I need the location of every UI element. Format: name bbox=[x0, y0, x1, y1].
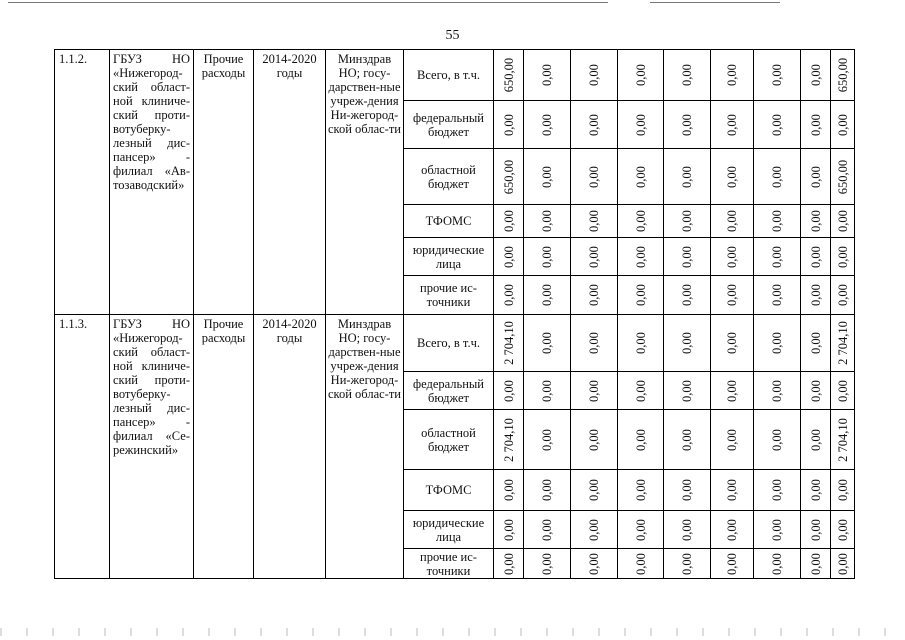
amount-value: 0,00 bbox=[725, 332, 739, 354]
amount-cell bbox=[831, 238, 855, 276]
amount-value: 0,00 bbox=[587, 284, 601, 306]
amount-value: 0,00 bbox=[587, 552, 601, 575]
amount-cell bbox=[618, 549, 664, 579]
amount-cell bbox=[618, 101, 664, 149]
amount-value: 0,00 bbox=[587, 113, 601, 136]
amount-value: 0,00 bbox=[587, 428, 601, 451]
amount-value: 0,00 bbox=[633, 245, 648, 268]
amount-value: 0,00 bbox=[835, 379, 850, 402]
amount-cell bbox=[618, 372, 664, 410]
amount-value: 0,00 bbox=[540, 284, 554, 306]
amount-value: 0,00 bbox=[808, 210, 823, 232]
funding-source: областной бюджет bbox=[404, 410, 494, 470]
amount-value: 0,00 bbox=[501, 379, 516, 402]
scan-top-line bbox=[650, 2, 780, 3]
amount-cell bbox=[664, 511, 711, 549]
amount-cell bbox=[664, 101, 711, 149]
amount-cell bbox=[831, 470, 855, 511]
amount-value: 0,00 bbox=[633, 165, 648, 188]
amount-value: 650,00 bbox=[501, 159, 516, 194]
amount-cell bbox=[664, 549, 711, 579]
table-row bbox=[55, 315, 855, 372]
amount-value: 0,00 bbox=[835, 113, 850, 136]
amount-cell bbox=[754, 315, 801, 372]
amount-value: 0,00 bbox=[540, 165, 554, 188]
funding-source: юридические лица bbox=[404, 511, 494, 549]
amount-cell bbox=[524, 50, 571, 101]
amount-cell bbox=[524, 470, 571, 511]
amount-cell bbox=[664, 276, 711, 315]
amount-value: 0,00 bbox=[680, 210, 694, 232]
amount-value: 0,00 bbox=[680, 428, 694, 451]
item-number: 1.1.2. bbox=[55, 50, 110, 315]
implementation-period: 2014-2020 годы bbox=[254, 315, 326, 579]
amount-value: 0,00 bbox=[587, 332, 601, 354]
amount-value: 0,00 bbox=[501, 284, 516, 306]
amount-value: 0,00 bbox=[540, 210, 554, 232]
amount-cell bbox=[801, 549, 831, 579]
organization-name: ГБУЗ НО «Нижегород-ский област-ной клиниче-ский проти-вотуберку-лезный дис-пансер» - филиал «Се-режинский» bbox=[110, 315, 194, 579]
amount-cell bbox=[754, 549, 801, 579]
page-number: 55 bbox=[445, 28, 460, 43]
amount-value: 2 704,10 bbox=[501, 321, 516, 365]
amount-cell bbox=[754, 50, 801, 101]
amount-value: 0,00 bbox=[633, 379, 648, 402]
amount-cell bbox=[618, 50, 664, 101]
amount-value: 0,00 bbox=[633, 428, 648, 451]
amount-cell bbox=[754, 410, 801, 470]
amount-cell bbox=[524, 372, 571, 410]
amount-value: 0,00 bbox=[680, 284, 694, 306]
amount-cell bbox=[754, 238, 801, 276]
amount-cell bbox=[494, 410, 524, 470]
funding-source: ТФОМС bbox=[404, 470, 494, 511]
scan-bottom-edge bbox=[0, 628, 905, 636]
item-number: 1.1.3. bbox=[55, 315, 110, 579]
amount-cell bbox=[524, 149, 571, 205]
funding-source: прочие ис-точники bbox=[404, 276, 494, 315]
amount-value: 0,00 bbox=[540, 428, 554, 451]
amount-cell bbox=[524, 101, 571, 149]
amount-cell bbox=[754, 205, 801, 238]
amount-cell bbox=[831, 315, 855, 372]
funding-source: ТФОМС bbox=[404, 205, 494, 238]
amount-value: 0,00 bbox=[725, 64, 739, 86]
amount-value: 0,00 bbox=[633, 552, 648, 575]
amount-value: 0,00 bbox=[633, 64, 648, 86]
amount-value: 0,00 bbox=[725, 113, 739, 136]
amount-cell bbox=[711, 205, 754, 238]
amount-value: 0,00 bbox=[633, 518, 648, 541]
amount-cell bbox=[801, 101, 831, 149]
expense-category: Прочие расходы bbox=[194, 50, 254, 315]
amount-value: 0,00 bbox=[835, 245, 850, 268]
amount-cell bbox=[618, 276, 664, 315]
amount-value: 0,00 bbox=[633, 332, 648, 354]
amount-cell bbox=[831, 50, 855, 101]
amount-value: 0,00 bbox=[808, 284, 823, 306]
funding-source: Всего, в т.ч. bbox=[404, 50, 494, 101]
amount-value: 650,00 bbox=[501, 57, 516, 93]
amount-cell bbox=[801, 410, 831, 470]
amount-cell bbox=[524, 205, 571, 238]
amount-cell bbox=[711, 470, 754, 511]
amount-value: 0,00 bbox=[501, 113, 516, 136]
amount-cell bbox=[571, 410, 618, 470]
amount-value: 0,00 bbox=[633, 284, 648, 306]
amount-value: 0,00 bbox=[540, 245, 554, 268]
funding-source: Всего, в т.ч. bbox=[404, 315, 494, 372]
funding-source: федеральный бюджет bbox=[404, 372, 494, 410]
amount-cell bbox=[618, 238, 664, 276]
amount-value: 0,00 bbox=[680, 165, 694, 188]
funding-source: федеральный бюджет bbox=[404, 101, 494, 149]
amount-cell bbox=[711, 410, 754, 470]
amount-value: 0,00 bbox=[770, 64, 784, 86]
amount-cell bbox=[524, 410, 571, 470]
amount-value: 0,00 bbox=[501, 552, 516, 575]
amount-value: 0,00 bbox=[835, 284, 850, 306]
amount-value: 650,00 bbox=[835, 57, 850, 93]
amount-cell bbox=[711, 549, 754, 579]
amount-cell bbox=[571, 511, 618, 549]
amount-cell bbox=[664, 50, 711, 101]
amount-value: 0,00 bbox=[540, 552, 554, 575]
amount-value: 0,00 bbox=[587, 379, 601, 402]
amount-value: 0,00 bbox=[725, 210, 739, 232]
amount-value: 0,00 bbox=[808, 332, 823, 354]
amount-cell bbox=[711, 276, 754, 315]
financing-table bbox=[54, 49, 855, 579]
amount-value: 0,00 bbox=[540, 518, 554, 541]
amount-cell bbox=[831, 511, 855, 549]
amount-cell bbox=[618, 511, 664, 549]
amount-cell bbox=[494, 511, 524, 549]
amount-cell bbox=[571, 549, 618, 579]
amount-cell bbox=[664, 205, 711, 238]
amount-cell bbox=[494, 470, 524, 511]
amount-cell bbox=[524, 315, 571, 372]
amount-value: 0,00 bbox=[540, 332, 554, 354]
amount-value: 0,00 bbox=[770, 113, 784, 136]
amount-value: 2 704,10 bbox=[835, 417, 850, 462]
amount-cell bbox=[664, 149, 711, 205]
amount-value: 0,00 bbox=[540, 113, 554, 136]
amount-value: 0,00 bbox=[680, 113, 694, 136]
amount-cell bbox=[664, 410, 711, 470]
amount-value: 0,00 bbox=[770, 518, 784, 541]
amount-cell bbox=[571, 276, 618, 315]
amount-cell bbox=[831, 149, 855, 205]
scan-top-line bbox=[8, 2, 608, 3]
amount-value: 0,00 bbox=[770, 284, 784, 306]
amount-cell bbox=[754, 276, 801, 315]
amount-cell bbox=[831, 372, 855, 410]
amount-cell bbox=[618, 470, 664, 511]
amount-cell bbox=[711, 50, 754, 101]
amount-cell bbox=[831, 101, 855, 149]
amount-cell bbox=[571, 149, 618, 205]
amount-value: 0,00 bbox=[680, 332, 694, 354]
amount-cell bbox=[801, 205, 831, 238]
amount-cell bbox=[711, 238, 754, 276]
amount-value: 0,00 bbox=[808, 379, 823, 402]
amount-value: 0,00 bbox=[835, 518, 850, 541]
amount-value: 650,00 bbox=[835, 159, 850, 194]
funding-source: прочие ис-точники bbox=[404, 549, 494, 579]
amount-value: 0,00 bbox=[770, 210, 784, 232]
amount-cell bbox=[754, 511, 801, 549]
amount-value: 0,00 bbox=[680, 518, 694, 541]
amount-cell bbox=[664, 470, 711, 511]
amount-cell bbox=[754, 470, 801, 511]
amount-value: 0,00 bbox=[808, 245, 823, 268]
amount-value: 0,00 bbox=[770, 428, 784, 451]
amount-value: 0,00 bbox=[725, 518, 739, 541]
amount-value: 0,00 bbox=[587, 479, 601, 501]
amount-cell bbox=[801, 50, 831, 101]
amount-cell bbox=[754, 149, 801, 205]
amount-cell bbox=[571, 205, 618, 238]
amount-value: 0,00 bbox=[540, 479, 554, 501]
amount-value: 0,00 bbox=[770, 332, 784, 354]
amount-value: 0,00 bbox=[808, 479, 823, 501]
amount-cell bbox=[801, 238, 831, 276]
amount-value: 0,00 bbox=[587, 210, 601, 232]
amount-value: 0,00 bbox=[770, 479, 784, 501]
amount-value: 0,00 bbox=[725, 379, 739, 402]
amount-value: 0,00 bbox=[680, 552, 694, 575]
amount-cell bbox=[571, 50, 618, 101]
amount-value: 0,00 bbox=[808, 64, 823, 86]
amount-value: 0,00 bbox=[587, 518, 601, 541]
amount-value: 0,00 bbox=[587, 245, 601, 268]
amount-cell bbox=[801, 276, 831, 315]
amount-cell bbox=[571, 238, 618, 276]
amount-cell bbox=[524, 511, 571, 549]
amount-value: 0,00 bbox=[770, 165, 784, 188]
amount-value: 0,00 bbox=[808, 552, 823, 575]
amount-cell bbox=[494, 315, 524, 372]
amount-cell bbox=[664, 372, 711, 410]
amount-value: 2 704,10 bbox=[835, 321, 850, 365]
amount-cell bbox=[618, 315, 664, 372]
amount-cell bbox=[618, 205, 664, 238]
amount-cell bbox=[571, 372, 618, 410]
amount-value: 0,00 bbox=[770, 379, 784, 402]
amount-cell bbox=[664, 238, 711, 276]
amount-value: 0,00 bbox=[680, 479, 694, 501]
amount-value: 0,00 bbox=[808, 518, 823, 541]
amount-value: 0,00 bbox=[770, 245, 784, 268]
amount-value: 0,00 bbox=[501, 245, 516, 268]
amount-cell bbox=[831, 205, 855, 238]
amount-value: 0,00 bbox=[633, 210, 648, 232]
executor: Минздрав НО; госу-дарствен-ные учреж-дения Ни-жегород-ской облас-ти bbox=[326, 315, 404, 579]
amount-cell bbox=[711, 511, 754, 549]
amount-value: 0,00 bbox=[725, 479, 739, 501]
amount-value: 0,00 bbox=[587, 64, 601, 86]
implementation-period: 2014-2020 годы bbox=[254, 50, 326, 315]
organization-name: ГБУЗ НО «Нижегород-ский област-ной клиниче-ский проти-вотуберку-лезный дис-пансер» - филиал «Ав-тозаводский» bbox=[110, 50, 194, 315]
amount-value: 0,00 bbox=[725, 165, 739, 188]
amount-value: 0,00 bbox=[633, 479, 648, 501]
amount-value: 2 704,10 bbox=[501, 417, 516, 462]
table-row bbox=[55, 50, 855, 101]
funding-source: областной бюджет bbox=[404, 149, 494, 205]
amount-cell bbox=[754, 101, 801, 149]
amount-cell bbox=[494, 101, 524, 149]
funding-source: юридические лица bbox=[404, 238, 494, 276]
amount-value: 0,00 bbox=[770, 552, 784, 575]
amount-value: 0,00 bbox=[808, 428, 823, 451]
amount-value: 0,00 bbox=[808, 165, 823, 188]
amount-value: 0,00 bbox=[680, 245, 694, 268]
amount-value: 0,00 bbox=[501, 479, 516, 501]
amount-cell bbox=[711, 315, 754, 372]
amount-cell bbox=[801, 470, 831, 511]
amount-value: 0,00 bbox=[540, 64, 554, 86]
amount-cell bbox=[754, 372, 801, 410]
amount-cell bbox=[664, 315, 711, 372]
amount-value: 0,00 bbox=[501, 518, 516, 541]
amount-cell bbox=[801, 372, 831, 410]
amount-cell bbox=[571, 315, 618, 372]
amount-cell bbox=[801, 315, 831, 372]
amount-value: 0,00 bbox=[835, 479, 850, 501]
amount-cell bbox=[494, 149, 524, 205]
amount-value: 0,00 bbox=[725, 284, 739, 306]
amount-value: 0,00 bbox=[725, 552, 739, 575]
amount-value: 0,00 bbox=[835, 210, 850, 232]
amount-cell bbox=[494, 238, 524, 276]
amount-cell bbox=[831, 549, 855, 579]
amount-cell bbox=[494, 372, 524, 410]
amount-cell bbox=[571, 470, 618, 511]
amount-cell bbox=[801, 149, 831, 205]
amount-cell bbox=[494, 50, 524, 101]
amount-cell bbox=[524, 549, 571, 579]
amount-value: 0,00 bbox=[680, 64, 694, 86]
amount-value: 0,00 bbox=[725, 428, 739, 451]
amount-value: 0,00 bbox=[587, 165, 601, 188]
amount-cell bbox=[831, 276, 855, 315]
executor: Минздрав НО; госу-дарствен-ные учреж-дения Ни-жегород-ской облас-ти bbox=[326, 50, 404, 315]
amount-cell bbox=[494, 549, 524, 579]
amount-value: 0,00 bbox=[808, 113, 823, 136]
amount-cell bbox=[711, 149, 754, 205]
amount-cell bbox=[618, 149, 664, 205]
amount-value: 0,00 bbox=[540, 379, 554, 402]
expense-category: Прочие расходы bbox=[194, 315, 254, 579]
amount-cell bbox=[494, 205, 524, 238]
amount-value: 0,00 bbox=[680, 379, 694, 402]
amount-cell bbox=[494, 276, 524, 315]
amount-cell bbox=[618, 410, 664, 470]
amount-value: 0,00 bbox=[501, 210, 516, 232]
amount-cell bbox=[711, 101, 754, 149]
amount-cell bbox=[831, 410, 855, 470]
amount-value: 0,00 bbox=[633, 113, 648, 136]
amount-cell bbox=[524, 276, 571, 315]
amount-cell bbox=[524, 238, 571, 276]
amount-value: 0,00 bbox=[725, 245, 739, 268]
amount-cell bbox=[801, 511, 831, 549]
amount-cell bbox=[571, 101, 618, 149]
amount-cell bbox=[711, 372, 754, 410]
amount-value: 0,00 bbox=[835, 552, 850, 575]
